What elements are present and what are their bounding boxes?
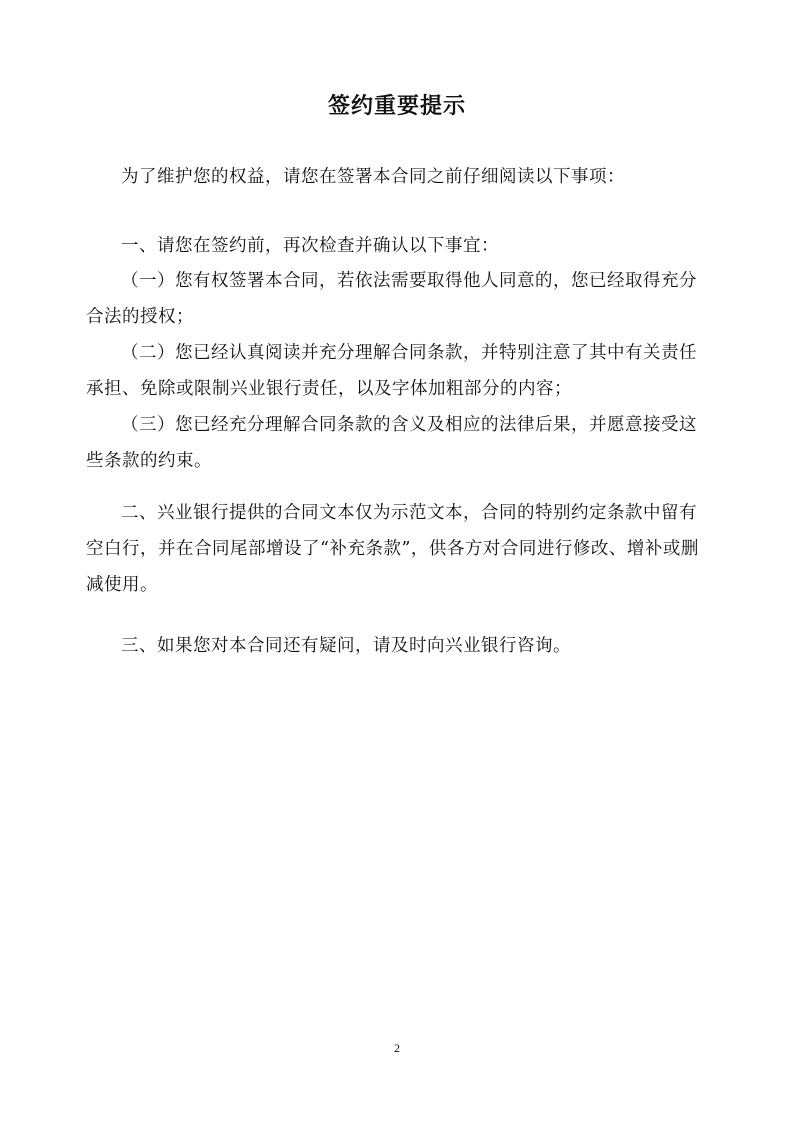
section-1-item-1: （一）您有权签署本合同，若依法需要取得他人同意的，您已经取得充分合法的授权； (86, 271, 697, 327)
section-1-item-3: （三）您已经充分理解合同条款的含义及相应的法律后果，并愿意接受这些条款的约束。 (86, 415, 697, 471)
section-1-item-2: （二）您已经认真阅读并充分理解合同条款，并特别注意了其中有关责任承担、免除或限制兴业银行责任，以及字体加粗部分的内容； (86, 343, 697, 399)
intro-paragraph: 为了维护您的权益，请您在签署本合同之前仔细阅读以下事项： (121, 167, 625, 187)
page-number: 2 (394, 1041, 400, 1055)
section-2-paragraph: 二、兴业银行提供的合同文本仅为示范文本，合同的特别约定条款中留有空白行，并在合同尾部增设了“补充条款”，供各方对合同进行修改、增补或删减使用。 (86, 503, 699, 595)
section-1-heading: 一、请您在签约前，再次检查并确认以下事宜： (121, 236, 499, 256)
section-3-paragraph: 三、如果您对本合同还有疑问，请及时向兴业银行咨询。 (121, 636, 571, 656)
page-title: 签约重要提示 (327, 94, 466, 119)
